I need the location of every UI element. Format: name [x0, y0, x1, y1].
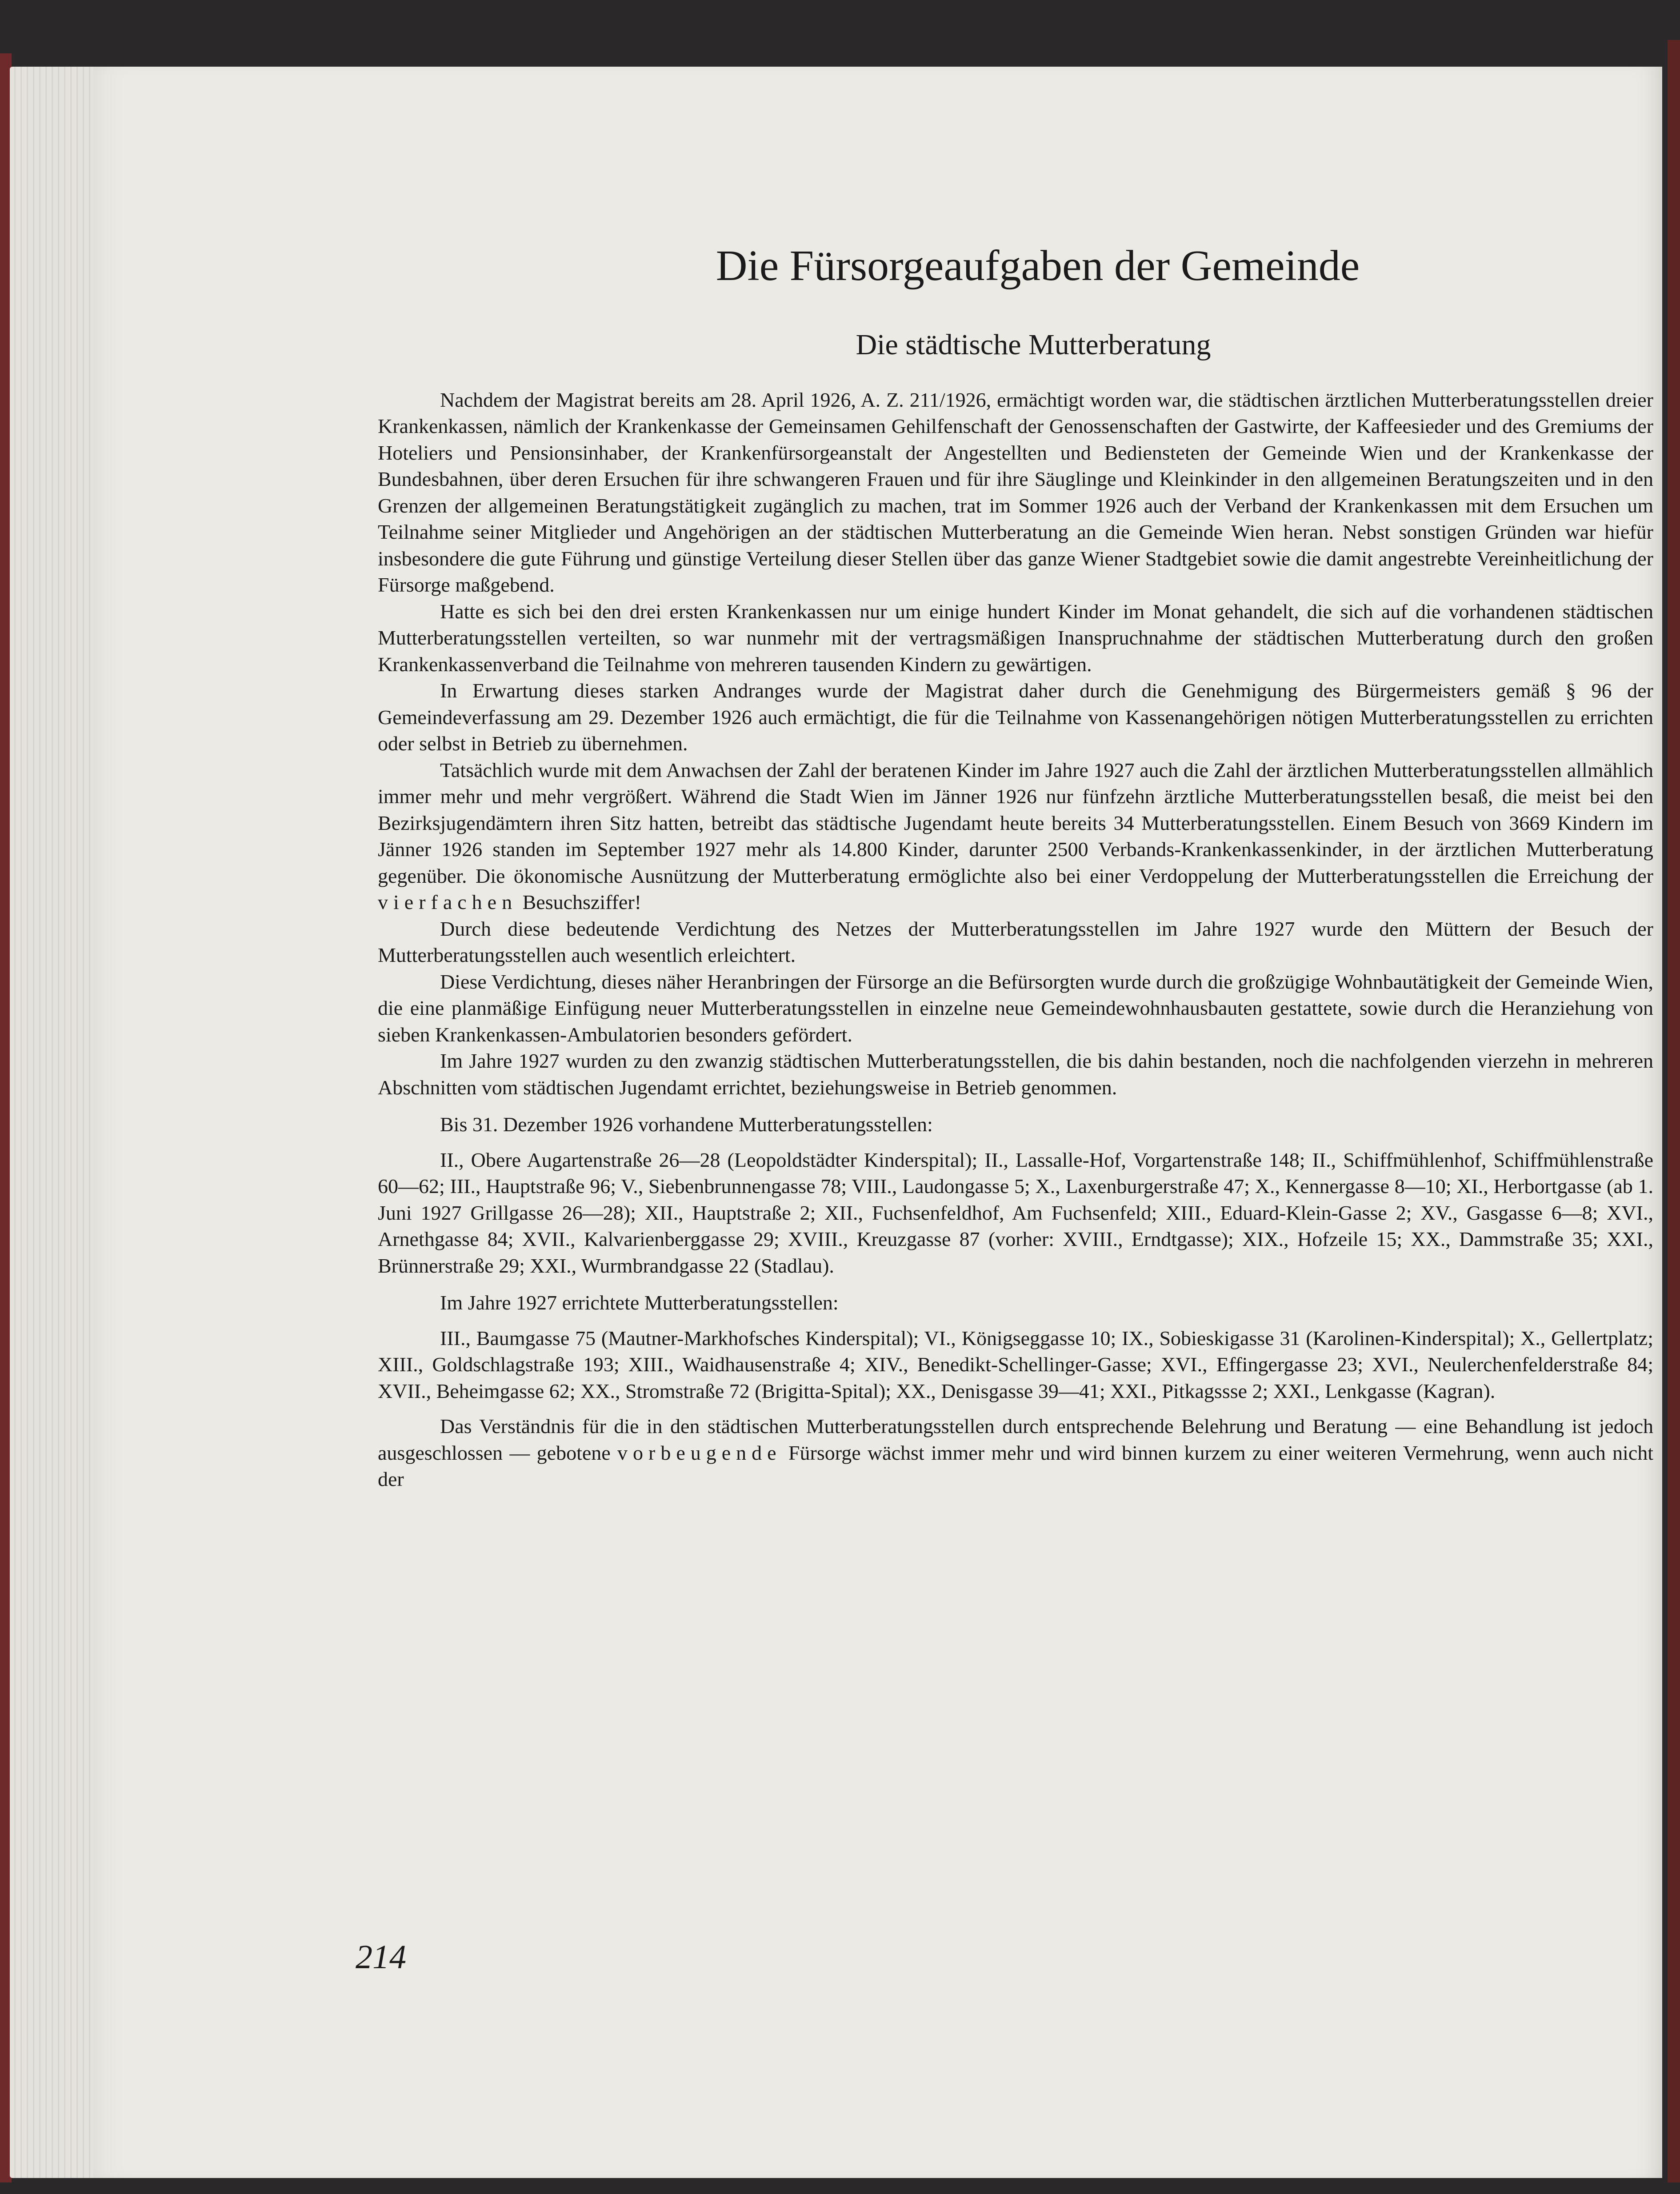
emphasized-word: vierfachen — [378, 891, 518, 914]
emphasized-word: vorbeugende — [617, 1441, 782, 1464]
paragraph: Diese Verdichtung, dieses näher Heranbringen der Fürsorge an die Befürsorgten wurde durch die großzügige Wohnbautätigkeit der Gemeinde Wien, die eine planmäßige Einfügung neuer Mutterberatungsstellen in einzelne neue Gemeindewohnhausbauten gestattete, sowie durch die Heranziehung von sieben Krankenkassen-Ambulatorien besonders gefördert. — [378, 970, 1653, 1046]
paragraph: Im Jahre 1927 wurden zu den zwanzig städtischen Mutterberatungsstellen, die bis dahin bestanden, noch die nachfolgenden vierzehn in mehreren Abschnitten vom städtischen Jugendamt errichtet, beziehungsweise in Betrieb genommen. — [378, 1049, 1653, 1099]
page-number: 214 — [356, 1938, 406, 1976]
paragraph: Hatte es sich bei den drei ersten Krankenkassen nur um einige hundert Kinder im Monat gehandelt, die sich auf die vorhandenen städtischen Mutterberatungsstellen verteilten, so war nunmehr mit der vertragsmäßigen Inanspruchnahme der städtischen Mutterberatung durch den großen Krankenkassenverband die Teilnahme von mehreren tausenden Kindern zu gewärtigen. — [378, 600, 1653, 676]
address-list-1926: II., Obere Augartenstraße 26—28 (Leopoldstädter Kinderspital); II., Lassalle-Hof, Vorgartenstraße 148; II., Schiffmühlenhof, Schiffmühlenstraße 60—62; III., Hauptstraße 96; V., Siebenbrunnengasse 78; VIII., Laudongasse 5; X., Laxenburgerstraße 47; X., Kennergasse 8—10; XI., Herbortgasse (ab 1. Juni 1927 Grillgasse 26—28); XII., Hauptstraße 2; XII., Fuchsenfeldhof, Am Fuchsenfeld; XIII., Eduard-Klein-Gasse 2; XV., Gasgasse 6—8; XVI., Arnethgasse 84; XVII., Kalvarienberggasse 29; XVIII., Kreuzgasse 87 (vorher: XVIII., Erndtgasse); XIX., Hofzeile 15; XX., Dammstraße 35; XXI., Brünnerstraße 29; XXI., Wurmbrandgasse 22 (Stadlau). — [378, 1148, 1653, 1277]
body-text — [378, 387, 1653, 1493]
paragraph: In Erwartung dieses starken Andranges wurde der Magistrat daher durch die Genehmigung des Bürgermeisters gemäß § 96 der Gemeindeverfassung am 29. Dezember 1926 auch ermächtigt, die für die Teilnahme von Kassenangehörigen nötigen Mutterberatungsstellen zu errichten oder selbst in Betrieb zu übernehmen. — [378, 679, 1653, 755]
address-list-1927: III., Baumgasse 75 (Mautner-Markhofsches Kinderspital); VI., Königseggasse 10; IX., Sobieskigasse 31 (Karolinen-Kinderspital); X., Gellertplatz; XIII., Goldschlagstraße 193; XIII., Waidhausenstraße 4; XIV., Benedikt-Schellinger-Gasse; XVI., Effingergasse 23; XVI., Neulerchenfelderstraße 84; XVII., Beheimgasse 62; XX., Stromstraße 72 (Brigitta-Spital); XX., Denisgasse 39—41; XXI., Pitkagssse 2; XXI., Lenkgasse (Kagran). — [378, 1326, 1653, 1402]
paragraph — [378, 757, 1653, 916]
page-stack-edges — [10, 67, 103, 2178]
closing-paragraph — [378, 1413, 1653, 1493]
page-content — [378, 240, 1653, 1493]
paragraph-text: Das Verständnis für die in den städtischen Mutterberatungsstellen durch entsprechende Belehrung und Beratung — eine Behandlung ist jedoch ausgeschlossen — gebotene — [378, 1415, 1653, 1464]
book-page — [93, 67, 1662, 2178]
paragraph-text: Fürsorge wächst immer mehr und wird binnen kurzem zu einer weiteren Vermehrung, wenn auch nicht der — [378, 1441, 1653, 1491]
paragraph: Nachdem der Magistrat bereits am 28. April 1926, A. Z. 211/1926, ermächtigt worden war, die städtischen ärztlichen Mutterberatungsstellen dreier Krankenkassen, nämlich der Krankenkasse der Gemeinsamen Gehilfenschaft der Genossenschaften der Gastwirte, der Kaffeesieder und des Gremiums der Hoteliers und Pensionsinhaber, der Krankenfürsorgeanstalt der Angestellten und Bediensteten der Gemeinde Wien und der Krankenkasse der Bundesbahnen, über deren Ersuchen für ihre schwangeren Frauen und für ihre Säuglinge und Kleinkinder in den allgemeinen Beratungszeiten und in den Grenzen der allgemeinen Beratungstätigkeit zugänglich zu machen, trat im Sommer 1926 auch der Verband der Krankenkassen mit dem Ersuchen um Teilnahme seiner Mitglieder und Angehörigen an der städtischen Mutterberatung an die Gemeinde Wien heran. Nebst sonstigen Gründen war hiefür insbesondere die gute Führung und günstige Verteilung dieser Stellen über das ganze Wiener Stadtgebiet sowie die damit angestrebte Vereinheitlichung der Fürsorge maßgebend. — [378, 388, 1653, 597]
list-heading-1927: Im Jahre 1927 errichtete Mutterberatungsstellen: — [440, 1291, 839, 1314]
section-subtitle: Die städtische Mutterberatung — [856, 328, 1211, 361]
list-heading-1926: Bis 31. Dezember 1926 vorhandene Mutterberatungsstellen: — [440, 1113, 933, 1136]
paragraph-text: Tatsächlich wurde mit dem Anwachsen der Zahl der beratenen Kinder im Jahre 1927 auch die Zahl der ärztlichen Mutterberatungsstellen allmählich immer mehr und mehr vergrößert. Während die Stadt Wien im Jänner 1926 nur fünfzehn ärztliche Mutterberatungsstellen besaß, die meist bei den Bezirksjugendämtern ihren Sitz hatten, betreibt das städtische Jugendamt heute bereits 34 Mutterberatungsstellen. Einem Besuch von 3669 Kindern im Jänner 1926 standen im September 1927 mehr als 14.800 Kinder, darunter 2500 Verbands-Krankenkassenkinder, in der ärztlichen Mutterberatung gegenüber. Die ökonomische Ausnützung der Mutterberatung ermöglichte also bei einer Verdoppelung der Mutterberatungsstellen die Erreichung der — [378, 758, 1653, 887]
page-title: Die Fürsorgeaufgaben der Gemeinde — [716, 242, 1360, 290]
paragraph: Durch diese bedeutende Verdichtung des Netzes der Mutterberatungsstellen im Jahre 1927 wurde den Müttern der Besuch der Mutterberatungsstellen auch wesentlich erleichtert. — [378, 917, 1653, 967]
paragraph-text: Besuchsziffer! — [517, 891, 641, 914]
